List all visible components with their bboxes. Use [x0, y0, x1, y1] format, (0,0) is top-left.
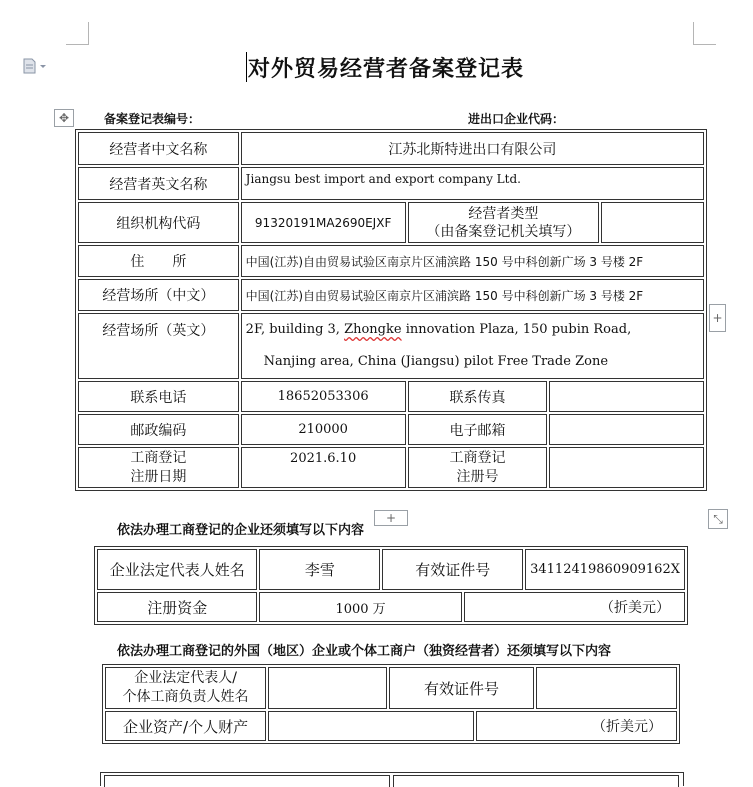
foreign-id-label: 有效证件号 — [389, 667, 534, 709]
next-table-inner-left — [104, 775, 390, 787]
org-code-label: 组织机构代码 — [78, 202, 239, 243]
postal-value[interactable]: 210000 — [241, 414, 406, 445]
cn-name-value[interactable]: 江苏北斯特进出口有限公司 — [241, 132, 704, 165]
operator-type-value[interactable] — [601, 202, 704, 243]
en-name-value[interactable]: Jiangsu best import and export company Ltd. — [241, 167, 704, 200]
operator-type-label-line2: （由备案登记机关填写） — [426, 223, 581, 240]
foreign-rep-label-line1: 企业法定代表人/ — [134, 670, 237, 686]
cn-name-label: 经营者中文名称 — [78, 132, 239, 165]
capital-label: 注册资金 — [97, 592, 257, 622]
address-label: 住 所 — [78, 245, 239, 277]
capital-usd-label[interactable]: （折美元） — [464, 592, 685, 622]
form-number-label: 备案登记表编号： — [104, 112, 201, 126]
foreign-id-value[interactable] — [536, 667, 677, 709]
site-en-spellcheck-word: Zhongke — [344, 322, 402, 337]
en-name-label: 经营者英文名称 — [78, 167, 239, 200]
site-cn-label: 经营场所（中文） — [78, 279, 239, 311]
document-icon[interactable] — [22, 58, 48, 74]
id-number-label: 有效证件号 — [382, 549, 523, 590]
enterprise-code-label: 进出口企业代码： — [468, 112, 565, 126]
table-resize-handle[interactable]: ⤡ — [708, 509, 728, 529]
assets-value[interactable] — [268, 711, 473, 741]
email-value[interactable] — [549, 414, 704, 445]
operator-type-label — [408, 202, 600, 243]
page-corner-top-right — [693, 22, 716, 45]
note-foreign-enterprise: 依法办理工商登记的外国（地区）企业或个体工商户（独资经营者）还须填写以下内容 — [117, 644, 612, 659]
org-code-value[interactable]: 91320191MA2690EJXF — [241, 202, 406, 243]
email-label: 电子邮箱 — [408, 414, 548, 445]
registration-table — [75, 129, 707, 491]
table-move-handle[interactable]: ✥ — [54, 109, 74, 127]
note-domestic-enterprise: 依法办理工商登记的企业还须填写以下内容 — [117, 523, 365, 538]
reg-date-label-line2: 注册日期 — [130, 468, 187, 485]
add-row-button[interactable]: + — [374, 510, 408, 526]
id-number-value[interactable]: 34112419860909162X — [525, 549, 685, 590]
legal-rep-label: 企业法定代表人姓名 — [97, 549, 257, 590]
reg-no-value[interactable] — [549, 447, 704, 488]
foreign-rep-label-line2: 个体工商负责人姓名 — [122, 689, 249, 705]
site-en-label: 经营场所（英文） — [78, 313, 239, 379]
assets-usd-label[interactable]: （折美元） — [476, 711, 677, 741]
next-table-inner-right — [393, 775, 679, 787]
reg-date-value[interactable]: 2021.6.10 — [241, 447, 406, 488]
next-table-partial — [100, 772, 684, 786]
legal-rep-value[interactable]: 李雪 — [259, 549, 380, 590]
reg-no-label — [408, 447, 548, 488]
enterprise-table — [94, 546, 688, 625]
fax-label: 联系传真 — [408, 381, 548, 412]
foreign-rep-value[interactable] — [268, 667, 387, 709]
text-cursor — [246, 52, 247, 82]
page-corner-top-left — [66, 22, 89, 45]
foreign-rep-label — [105, 667, 266, 709]
site-en-line1-part2: innovation Plaza, 150 pubin Road, — [401, 322, 632, 337]
operator-type-label-line1: 经营者类型 — [468, 205, 539, 222]
site-en-line1 — [246, 314, 699, 346]
reg-date-label-line1: 工商登记 — [130, 449, 187, 466]
site-en-value[interactable] — [241, 313, 704, 379]
address-value[interactable]: 中国(江苏)自由贸易试验区南京片区浦滨路 150 号中科创新广场 3 号楼 2F — [241, 245, 704, 277]
document-title: 对外贸易经营者备案登记表 — [248, 56, 525, 82]
reg-date-label — [78, 447, 239, 488]
site-en-line1-part1: 2F, building 3, — [245, 322, 345, 337]
site-en-line2: Nanjing area, China (Jiangsu) pilot Free Trade Zone — [263, 354, 609, 369]
fax-value[interactable] — [549, 381, 704, 412]
site-cn-value[interactable]: 中国(江苏)自由贸易试验区南京片区浦滨路 150 号中科创新广场 3 号楼 2F — [241, 279, 704, 311]
foreign-enterprise-table — [102, 664, 680, 744]
assets-label: 企业资产/个人财产 — [105, 711, 266, 741]
phone-label: 联系电话 — [78, 381, 239, 412]
add-column-button[interactable]: + — [709, 304, 726, 332]
phone-value[interactable]: 18652053306 — [241, 381, 406, 412]
reg-no-label-line2: 注册号 — [456, 468, 499, 485]
reg-no-label-line1: 工商登记 — [449, 449, 506, 466]
capital-value[interactable]: 1000 万 — [259, 592, 461, 622]
postal-label: 邮政编码 — [78, 414, 239, 445]
